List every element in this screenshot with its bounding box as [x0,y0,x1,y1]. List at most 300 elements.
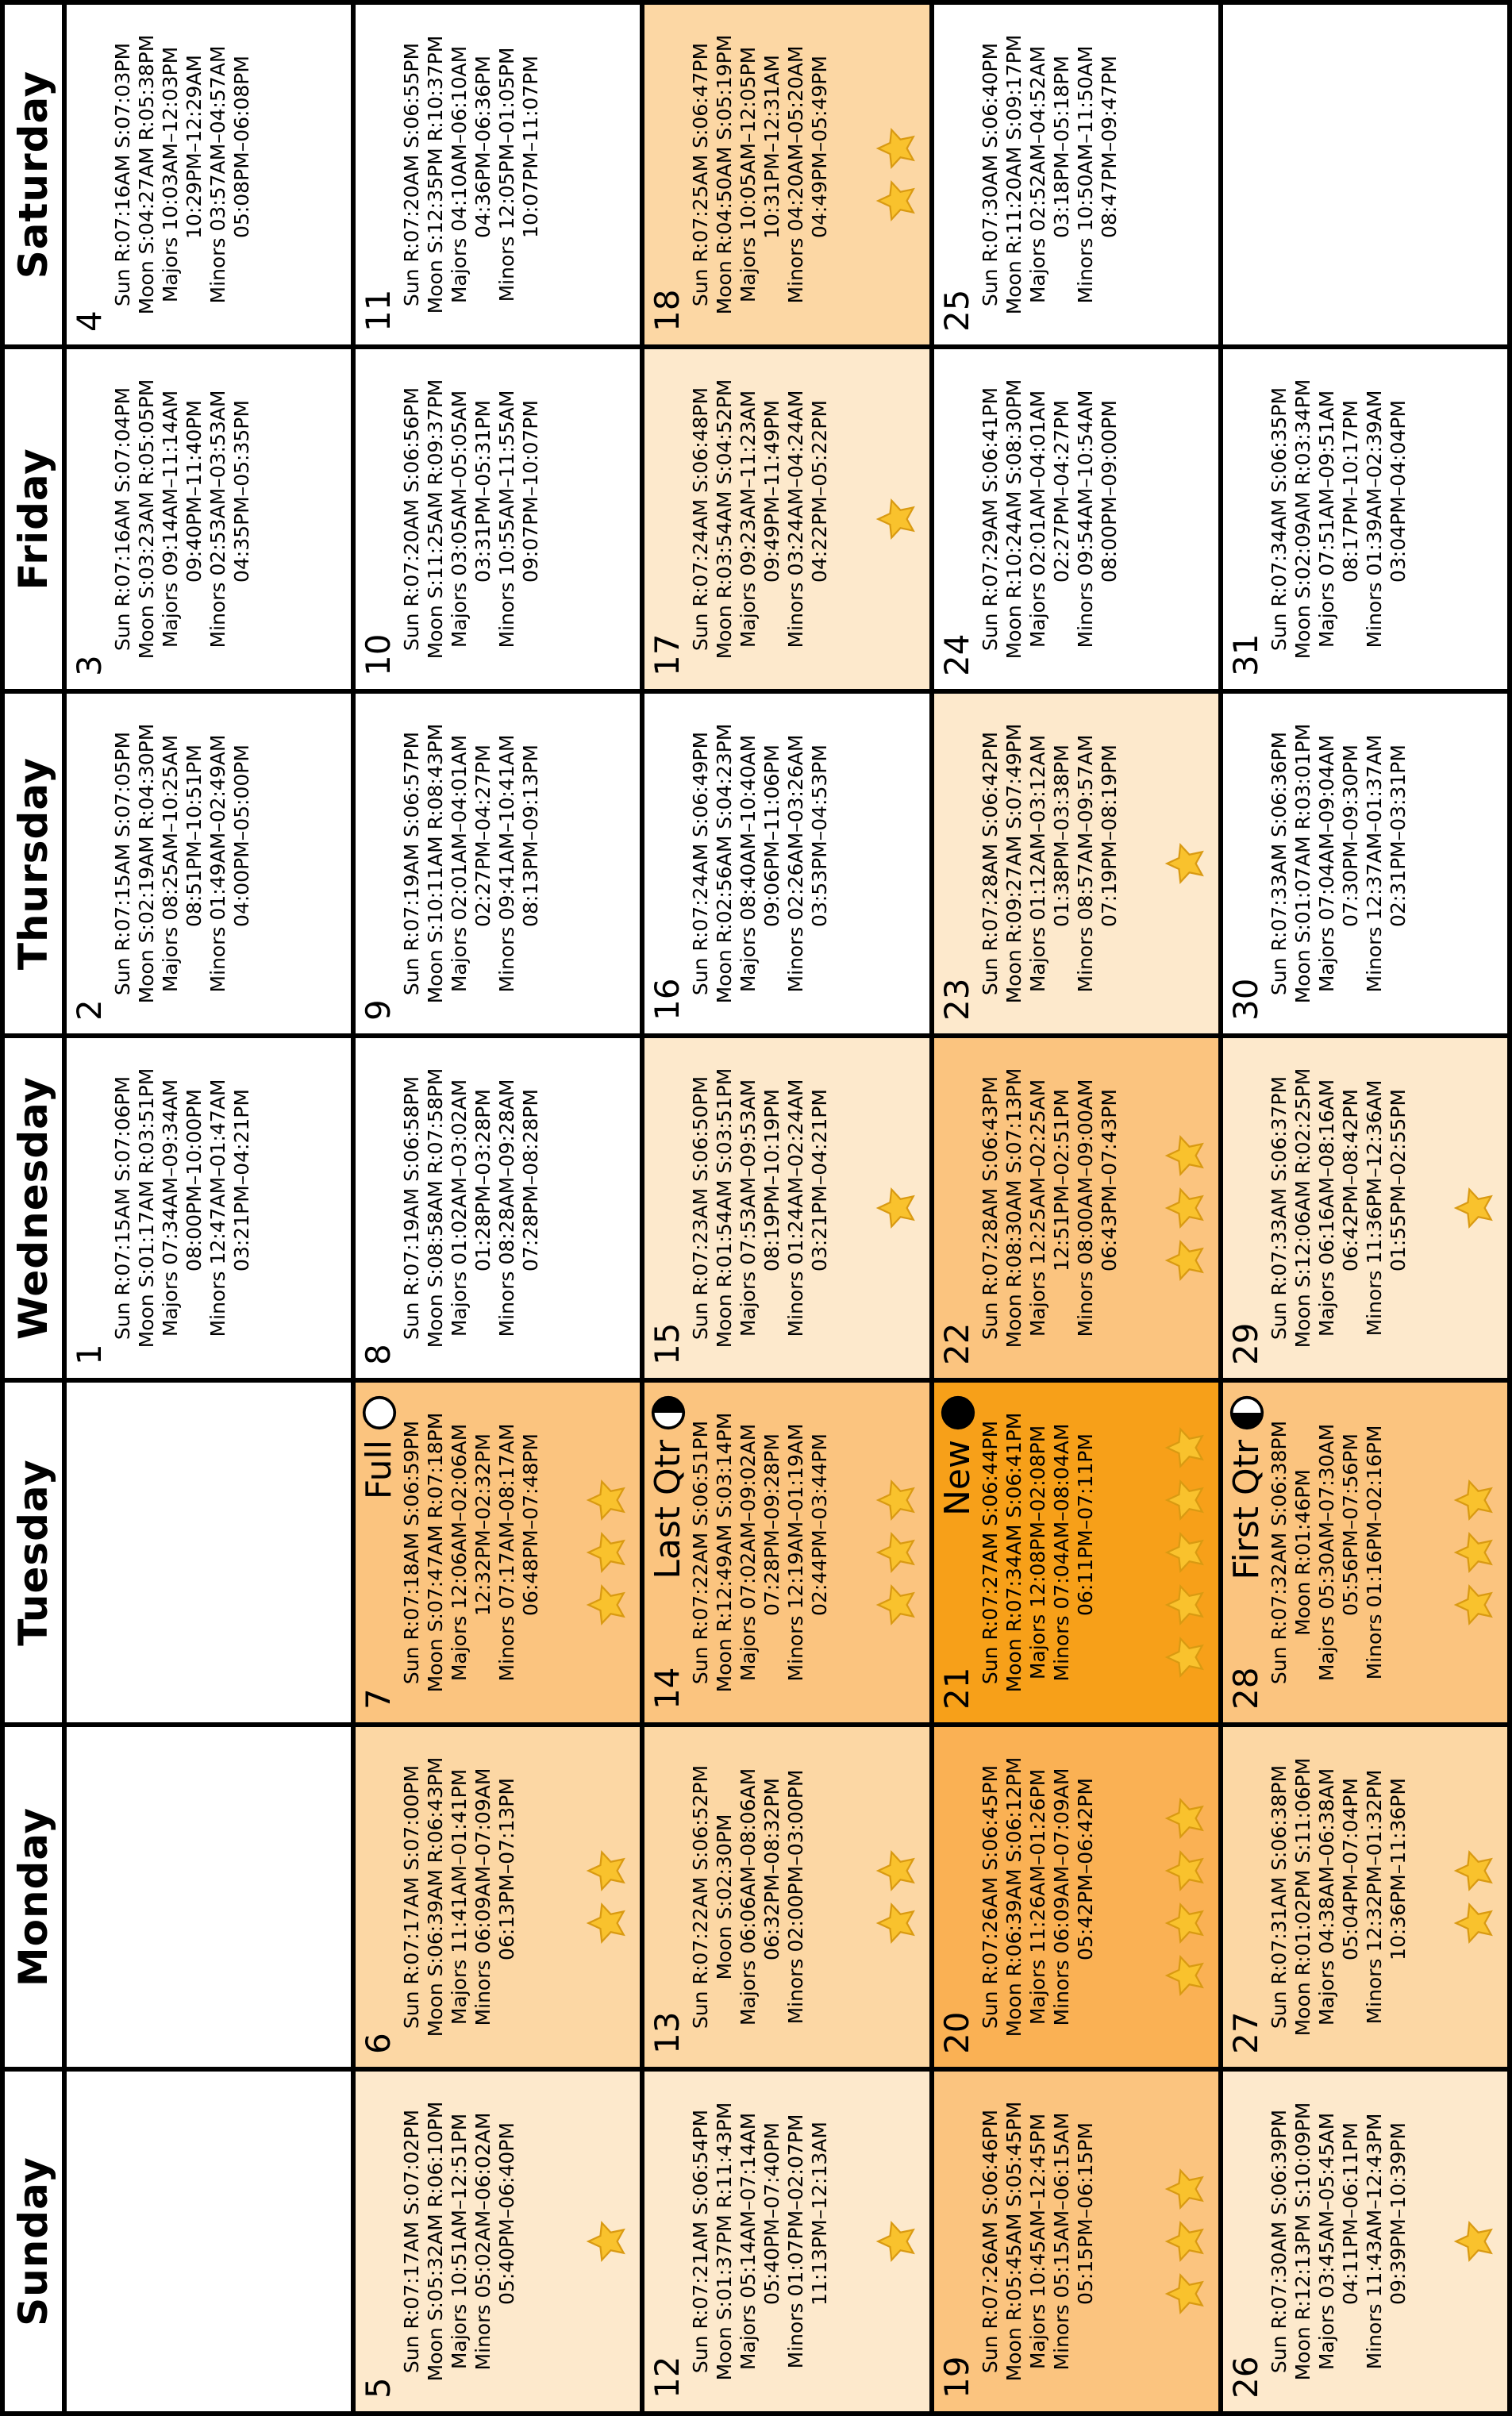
day-number: 21 [937,1667,976,1710]
major-period-1 [737,1383,760,1722]
solunar-info [979,349,1121,689]
star-icon [1164,1849,1207,1892]
minor-period-1-label: Minors [1362,926,1386,993]
moon-times-value: S:07:47AM R:07:18PM [424,1412,448,1633]
moon-new-icon [941,1395,975,1430]
star-icon [875,1531,918,1574]
major-period-2 [1339,1727,1363,2067]
star-icon [1453,1479,1496,1522]
major-period-1-label: Majors [1314,582,1338,648]
day-number: 3 [70,655,109,676]
day-number: 17 [648,633,687,676]
sun-times [400,1383,424,1722]
moon-times [424,1038,448,1378]
day-cell-28 [1223,1383,1507,1722]
major-period-1-value: 03:05AM–05:05AM [448,390,471,576]
sun-times [979,1038,1002,1378]
sun-times [400,1727,424,2067]
major-period-2 [760,1727,784,2067]
major-period-2-value: 03:18PM–05:18PM [1049,56,1073,238]
minor-period-1-label: Minors [1073,926,1097,993]
moon-times-label: Moon [424,2327,448,2382]
moon-phase-label: Full [359,1440,400,1500]
moon-times-value: S:05:32AM R:06:10PM [424,2101,448,2322]
sun-times [689,349,713,689]
minor-period-2-value: 06:48PM–07:48PM [519,1433,543,1616]
sun-times-label: Sun [400,1991,424,2029]
sun-times [111,349,135,689]
major-period-2-value: 12:51PM–02:51PM [1049,1089,1073,1271]
sun-times [1268,1383,1291,1722]
day-cell-1 [67,1038,351,1378]
day-number: 25 [937,289,976,332]
star-rating [586,2072,629,2411]
minor-period-1 [1363,1038,1387,1378]
moon-times-value: R:03:54AM S:04:52PM [713,379,737,599]
major-period-2-value: 08:17PM–10:17PM [1338,400,1362,583]
moon-times-value: R:07:34AM S:06:41PM [1002,1412,1025,1633]
star-rating [875,2072,918,2411]
major-period-2-value: 09:49PM–11:49PM [760,400,784,583]
minor-period-2 [519,1038,543,1378]
major-period-1-label: Majors [1025,1271,1049,1337]
moon-times-value: R:11:20AM S:09:17PM [1002,34,1025,255]
minor-period-2-value: 02:31PM–03:31PM [1386,744,1410,927]
solunar-info [1268,1383,1387,1722]
minor-period-2 [1098,1038,1121,1378]
star-icon [875,1479,918,1522]
minor-period-1-label: Minors [784,1615,808,1682]
solunar-info [1268,2072,1410,2411]
major-period-1-label: Majors [448,926,471,993]
solunar-info [1268,1727,1410,2067]
minor-period-2 [1098,5,1121,344]
minor-period-1 [495,1038,519,1378]
moon-times [1291,349,1315,689]
sun-times-label: Sun [689,957,713,996]
moon-times-label: Moon [1291,2326,1314,2381]
minor-period-1-value: 05:15AM–06:15AM [1049,2112,1073,2299]
moon-times-label: Moon [1002,949,1025,1004]
major-period-1-value: 07:02AM–09:02AM [737,1423,760,1610]
moon-times [1002,1383,1026,1722]
sun-times-value: R:07:18AM S:06:59PM [400,1420,424,1641]
major-period-2-value: 01:38PM–03:38PM [1049,744,1073,927]
sun-times-value: R:07:25AM S:06:47PM [689,42,713,263]
sun-times-value: R:07:30AM S:06:40PM [978,42,1002,263]
major-period-1 [448,694,471,1033]
day-number: 16 [648,978,687,1021]
minor-period-1 [1074,1038,1098,1378]
major-period-1 [1315,694,1339,1033]
day-number: 14 [648,1667,687,1710]
major-period-1 [448,1383,471,1722]
star-icon [1453,2220,1496,2263]
moon-phase [937,1395,978,1516]
star-rating [1164,1383,1207,1722]
star-icon [586,1531,629,1574]
minor-period-1 [1050,2072,1074,2411]
minor-period-1-value: 01:39AM–02:39AM [1362,390,1386,576]
minor-period-2-value: 04:49PM–05:49PM [808,56,832,238]
major-period-1-label: Majors [159,926,182,993]
sun-times-label: Sun [1267,1991,1291,2029]
day-cell-16 [644,694,929,1033]
moon-times-value: S:10:11AM R:08:43PM [424,723,448,944]
moon-times-label: Moon [713,1638,737,1693]
minor-period-2 [519,694,543,1033]
minor-period-2-value: 05:08PM–06:08PM [230,56,253,238]
minor-period-2-value: 04:35PM–05:35PM [230,400,253,583]
major-period-2 [760,2072,784,2411]
sun-times-label: Sun [978,1302,1002,1341]
moon-times-label: Moon [135,260,158,315]
sun-times [979,349,1002,689]
major-period-2-value: 02:27PM–04:27PM [471,744,495,927]
major-period-2-value: 08:19PM–10:19PM [760,1089,784,1271]
solunar-info [1268,1038,1410,1378]
sun-times-label: Sun [978,2335,1002,2374]
solunar-info [400,1038,543,1378]
sun-times-label: Sun [111,1302,134,1341]
star-icon [1164,1797,1207,1840]
moon-times-value: S:01:07AM R:03:01PM [1291,723,1314,944]
day-cell-19 [934,2072,1218,2411]
major-period-2 [1050,694,1074,1033]
sun-times-label: Sun [689,2335,713,2374]
moon-phase [648,1395,689,1579]
solunar-info [111,1038,254,1378]
star-rating [875,349,918,689]
moon-times-value: S:12:35PM R:10:37PM [424,35,448,254]
major-period-1-value: 12:25AM–02:25AM [1025,1079,1049,1265]
major-period-1-value: 10:05AM–12:05PM [737,46,760,231]
major-period-2 [1050,5,1074,344]
sun-times-label: Sun [111,268,134,307]
major-period-1-label: Majors [448,1271,471,1337]
moon-times-value: R:10:24AM S:08:30PM [1002,379,1025,599]
moon-times-label: Moon [1002,605,1025,660]
minor-period-1-label: Minors [784,2303,808,2369]
minor-period-1 [495,5,519,344]
day-cell-24 [934,349,1218,689]
major-period-2 [1339,2072,1363,2411]
minor-period-2 [519,5,543,344]
moon-first-icon [1229,1395,1264,1430]
solunar-info [979,2072,1098,2411]
day-number: 20 [937,2011,976,2054]
day-number: 18 [648,289,687,332]
major-period-2-value: 07:30PM–09:30PM [1338,744,1362,927]
star-rating [1453,1383,1496,1722]
weekday-header-wednesday: Wednesday [5,1038,62,1378]
day-cell-17 [644,349,929,689]
moon-times [135,349,159,689]
minor-period-1-label: Minors [1049,2304,1073,2371]
moon-times-value: R:05:45AM S:05:45PM [1002,2101,1025,2322]
moon-times-label: Moon [713,260,737,315]
day-cell-22 [934,1038,1218,1378]
sun-times [689,1727,713,2067]
moon-times-value: R:12:13PM S:10:09PM [1291,2102,1314,2321]
day-cell-30 [1223,694,1507,1033]
day-number: 24 [937,633,976,676]
sun-times [400,349,424,689]
minor-period-1 [471,1727,495,2067]
day-cell-6 [356,1727,640,2067]
sun-times-value: R:07:31AM S:06:38PM [1267,1764,1291,1985]
major-period-2-value: 08:00PM–10:00PM [183,1089,206,1271]
major-period-1-label: Majors [737,926,760,993]
star-rating [1164,1038,1207,1378]
major-period-1-label: Majors [159,582,182,648]
minor-period-1-value: 09:41AM–10:41AM [495,734,519,921]
star-rating [875,1383,918,1722]
minor-period-1-label: Minors [1362,2303,1386,2370]
minor-period-1-value: 01:24AM–02:24AM [784,1079,808,1265]
minor-period-1-value: 12:37AM–01:37AM [1362,734,1386,921]
minor-period-1-value: 04:20AM–05:20AM [784,45,808,232]
weekday-header-tuesday: Tuesday [5,1383,62,1722]
solunar-info [979,694,1121,1033]
major-period-1 [159,5,183,344]
day-cell-31 [1223,349,1507,689]
minor-period-1-label: Minors [784,926,808,993]
major-period-1-value: 01:12AM–03:12AM [1025,734,1049,921]
star-rating [875,5,918,344]
star-rating [1453,1727,1496,2067]
solunar-info [400,1383,543,1722]
minor-period-2 [808,1038,832,1378]
major-period-1-value: 12:08PM–02:08PM [1025,1425,1049,1608]
major-period-1-value: 06:16AM–08:16AM [1314,1079,1338,1265]
day-cell-20 [934,1727,1218,2067]
minor-period-2-value: 07:28PM–08:28PM [519,1089,543,1271]
star-rating [875,1727,918,2067]
sun-times-value: R:07:22AM S:06:51PM [689,1420,713,1641]
solunar-info [979,1383,1098,1722]
moon-times-label: Moon [424,949,448,1004]
moon-times [424,1383,448,1722]
minor-period-2 [1098,694,1121,1033]
star-rating [875,1038,918,1378]
major-period-2-value: 07:28PM–09:28PM [760,1433,784,1616]
major-period-1-label: Majors [448,582,471,648]
major-period-1-value: 08:25AM–10:25AM [159,734,182,921]
minor-period-1-label: Minors [1073,1271,1097,1337]
minor-period-1-value: 02:53AM–03:53AM [206,390,229,576]
major-period-1 [159,1038,183,1378]
weekday-header-sunday: Sunday [5,2072,62,2411]
minor-period-2 [519,349,543,689]
minor-period-2 [1387,2072,1410,2411]
day-number: 30 [1225,978,1265,1021]
major-period-1-label: Majors [448,2303,471,2370]
day-number: 7 [359,1688,398,1710]
moon-times [135,1038,159,1378]
minor-period-1-value: 02:00PM–03:00PM [784,1769,808,1952]
major-period-1-label: Majors [159,1271,182,1337]
day-number: 1 [70,1344,109,1365]
minor-period-1-value: 12:19AM–01:19AM [784,1423,808,1610]
moon-times-value: R:01:54AM S:03:51PM [713,1068,737,1288]
major-period-2 [1339,349,1363,689]
sun-times-label: Sun [400,1646,424,1685]
major-period-1 [737,694,760,1033]
minor-period-1-label: Minors [1073,237,1097,304]
major-period-1-value: 04:38AM–06:38AM [1314,1768,1338,1954]
moon-times [713,2072,737,2411]
minor-period-1-value: 12:05PM–01:05PM [495,47,519,230]
minor-period-1-value: 10:50AM–11:50AM [1073,45,1097,232]
minor-period-2-value: 04:00PM–05:00PM [230,744,253,927]
moon-phase-label: New [937,1440,978,1516]
star-icon [875,1902,918,1945]
major-period-2 [1339,1383,1363,1722]
solunar-info [689,694,832,1033]
star-rating [586,1727,629,2067]
star-icon [1453,1531,1496,1574]
major-period-1-label: Majors [1314,1271,1338,1337]
minor-period-1-label: Minors [1049,1960,1073,2026]
moon-times-label: Moon [1002,1983,1025,2037]
major-period-1-label: Majors [1314,926,1338,993]
day-number: 10 [359,633,398,676]
major-period-1-label: Majors [448,237,471,304]
solunar-info [979,1038,1121,1378]
day-cell-10 [356,349,640,689]
moon-times-value: S:08:58AM R:07:58PM [424,1068,448,1288]
minor-period-2 [1098,349,1121,689]
star-icon [1164,1954,1207,1997]
minor-period-1 [1074,5,1098,344]
day-cell-13 [644,1727,929,2067]
major-period-2 [471,1383,495,1722]
minor-period-1 [206,1038,230,1378]
minor-period-1-value: 01:16PM–02:16PM [1362,1425,1386,1608]
moon-times-label: Moon [713,2326,737,2381]
minor-period-2-value: 07:19PM–08:19PM [1097,744,1121,927]
major-period-2 [183,5,206,344]
day-number: 4 [70,310,109,332]
minor-period-1-label: Minors [1362,582,1386,648]
minor-period-2-value: 06:43PM–07:43PM [1097,1089,1121,1271]
sun-times [400,2072,424,2411]
sun-times-value: R:07:30AM S:06:39PM [1267,2109,1291,2329]
solunar-info [400,2072,519,2411]
minor-period-1-value: 11:43AM–12:43PM [1362,2113,1386,2298]
day-cell-12 [644,2072,929,2411]
minor-period-2-value: 05:42PM–06:42PM [1073,1778,1097,1960]
moon-times-value: R:02:56AM S:04:23PM [713,723,737,944]
minor-period-1-label: Minors [495,582,519,648]
moon-times [1291,1038,1315,1378]
moon-times-value: R:09:27AM S:07:49PM [1002,723,1025,944]
minor-period-2 [495,1727,519,2067]
moon-times-label: Moon [1002,1294,1025,1348]
major-period-1-value: 02:01AM–04:01AM [1025,390,1049,576]
sun-times [979,1727,1002,2067]
sun-times-value: R:07:15AM S:07:06PM [111,1075,134,1296]
major-period-1-value: 07:51AM–09:51AM [1314,390,1338,576]
minor-period-1-value: 03:57AM–04:57AM [206,45,229,232]
major-period-1-label: Majors [737,1615,760,1682]
minor-period-2-value: 03:04PM–04:04PM [1386,400,1410,583]
minor-period-1-label: Minors [784,1271,808,1337]
major-period-1-label: Majors [159,237,182,303]
major-period-1 [737,1727,760,2067]
minor-period-1-label: Minors [1362,1958,1386,2025]
minor-period-2 [1074,2072,1098,2411]
sun-times-label: Sun [978,1991,1002,2029]
sun-times-label: Sun [111,613,134,652]
solunar-info [689,1727,808,2067]
major-period-1 [1026,349,1050,689]
day-cell-14 [644,1383,929,1722]
star-icon [1164,1426,1207,1469]
sun-times-label: Sun [400,613,424,652]
sun-times [111,1038,135,1378]
minor-period-1 [495,1383,519,1722]
major-period-1-value: 10:03AM–12:03PM [159,46,182,231]
star-icon [586,1479,629,1522]
major-period-2-value: 05:40PM–07:40PM [760,2122,784,2305]
star-rating [1453,1038,1496,1378]
sun-times-value: R:07:27AM S:06:44PM [978,1420,1002,1641]
major-period-1-value: 10:45AM–12:45PM [1025,2113,1049,2298]
minor-period-1-value: 12:32PM–01:32PM [1362,1769,1386,1952]
star-icon [1453,1902,1496,1945]
major-period-1 [737,349,760,689]
minor-period-2 [1387,1038,1410,1378]
major-period-2 [1339,1038,1363,1378]
major-period-2 [760,349,784,689]
star-icon [1164,1531,1207,1574]
solunar-info [400,1727,519,2067]
major-period-2 [183,1038,206,1378]
sun-times-value: R:07:32AM S:06:38PM [1267,1420,1291,1641]
star-icon [1164,1636,1207,1679]
sun-times-value: R:07:28AM S:06:43PM [978,1075,1002,1296]
moon-times-value: R:06:39AM S:06:12PM [1002,1756,1025,1977]
day-cell-27 [1223,1727,1507,2067]
solunar-info [1268,694,1410,1033]
minor-period-1-label: Minors [784,1958,808,2025]
moon-times-value: R:01:46PM [1291,1469,1314,1575]
major-period-1-label: Majors [737,1271,760,1337]
minor-period-1 [1363,1383,1387,1722]
sun-times-value: R:07:16AM S:07:04PM [111,387,134,607]
moon-times [1291,1727,1315,2067]
sun-times-label: Sun [1267,2335,1291,2374]
major-period-2-value: 05:04PM–07:04PM [1338,1778,1362,1960]
sun-times-label: Sun [978,613,1002,652]
minor-period-1-value: 01:07PM–02:07PM [784,2114,808,2297]
day-number: 13 [648,2011,687,2054]
major-period-2 [183,694,206,1033]
major-period-1-value: 04:10AM–06:10AM [448,45,471,232]
minor-period-1-value: 08:57AM–09:57AM [1073,734,1097,921]
major-period-1 [1315,349,1339,689]
moon-times-value: R:01:02PM S:11:06PM [1291,1757,1314,1976]
sun-times-value: R:07:16AM S:07:03PM [111,42,134,263]
moon-times [713,349,737,689]
day-number: 9 [359,999,398,1021]
moon-times [424,2072,448,2411]
minor-period-2-value: 03:21PM–04:21PM [808,1089,832,1271]
sun-times-value: R:07:34AM S:06:35PM [1267,387,1291,607]
minor-period-1 [1050,1727,1074,2067]
